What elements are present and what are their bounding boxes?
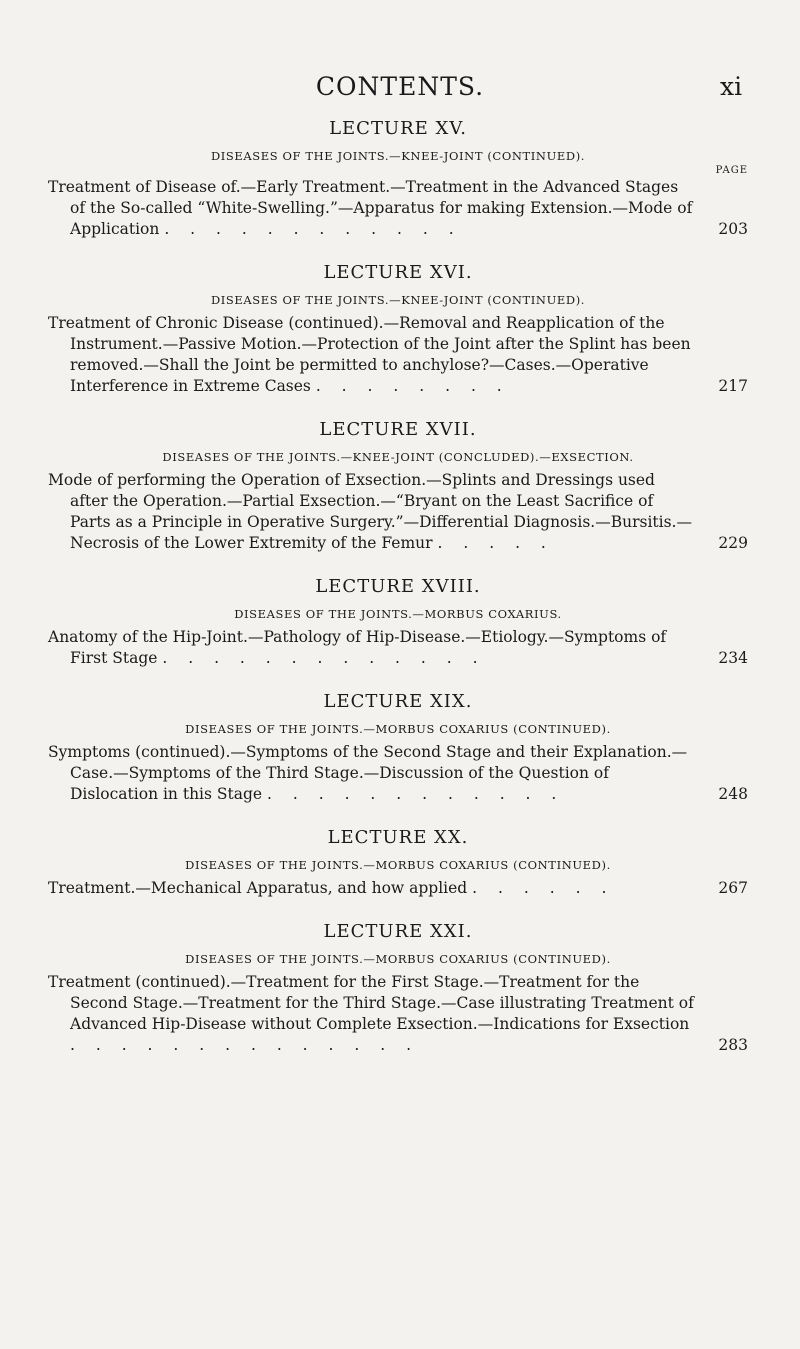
lecture-section <box>48 118 748 240</box>
lecture-subheading: DISEASES OF THE JOINTS.—MORBUS COXARIUS (CONTINUED). <box>185 952 611 966</box>
lecture-entry <box>48 177 748 240</box>
dot-leader: . . . . . . . . . . . . <box>164 220 462 238</box>
entry-page-number: 283 <box>718 1036 748 1054</box>
lecture-subheading: DISEASES OF THE JOINTS.—KNEE-JOINT (CONCLUDED).—EXSECTION. <box>162 450 634 464</box>
lecture-title: LECTURE XV. <box>329 118 467 139</box>
lecture-entry <box>48 627 748 669</box>
page-column-label: PAGE <box>715 165 748 176</box>
entry-text: Anatomy of the Hip-Joint.—Pathology of Hip-Disease.—Etiology.—Symptoms of First Stage <box>48 628 667 667</box>
lecture-subheading: DISEASES OF THE JOINTS.—MORBUS COXARIUS (CONTINUED). <box>185 722 611 736</box>
dot-leader: . . . . . . . . . . . . <box>267 785 565 803</box>
lecture-entry <box>48 878 748 899</box>
lecture-subheading: DISEASES OF THE JOINTS.—KNEE-JOINT (CONTINUED). <box>210 149 586 163</box>
entry-text: Treatment (continued).—Treatment for the First Stage.—Treatment for the Second Stage.—Treatment for the Third Stage.—Case illustrating Treatment of Advanced Hip-Disease without Complete Exsection.—Indications for Exsection <box>48 973 694 1033</box>
lecture-section <box>48 921 748 1056</box>
dot-leader: . . . . . . . . . . . . . . <box>70 1036 420 1054</box>
lecture-entry <box>48 313 748 397</box>
page-number: xi <box>720 72 743 101</box>
entry-text: Treatment.—Mechanical Apparatus, and how applied <box>48 879 468 897</box>
lecture-section <box>48 576 748 669</box>
dot-leader: . . . . . . . . <box>315 377 510 395</box>
lecture-subheading: DISEASES OF THE JOINTS.—KNEE-JOINT (CONTINUED). <box>210 293 586 307</box>
entry-page-number: 248 <box>718 785 748 803</box>
lecture-entry <box>48 742 748 805</box>
lecture-subheading: DISEASES OF THE JOINTS.—MORBUS COXARIUS (CONTINUED). <box>185 858 611 872</box>
contents-list <box>48 118 748 1078</box>
lecture-title: LECTURE XVII. <box>319 419 477 440</box>
lecture-title: LECTURE XVIII. <box>315 576 481 597</box>
entry-text: Mode of performing the Operation of Exsection.—Splints and Dressings used after the Operation.—Partial Exsection.—“Bryant on the Least Sacrifice of Parts as a Principle in Operative Surgery.”—Differential Diagnosis.—Bursitis.—Necrosis of the Lower Extremity of the Femur <box>48 471 692 552</box>
entry-page-number: 229 <box>718 534 748 552</box>
page-title: CONTENTS. <box>315 72 485 101</box>
lecture-entry <box>48 972 748 1056</box>
entry-text: Symptoms (continued).—Symptoms of the Second Stage and their Explanation.—Case.—Symptoms of the Third Stage.—Discussion of the Question of Dislocation in this Stage <box>48 743 688 803</box>
lecture-subheading: DISEASES OF THE JOINTS.—MORBUS COXARIUS. <box>234 607 562 621</box>
entry-text: Treatment of Chronic Disease (continued).—Removal and Reapplication of the Instrument.—Passive Motion.—Protection of the Joint after the Splint has been removed.—Shall the Joint be permitted to anchylose?—Cases.—Operative Interference in Extreme Cases <box>48 314 691 395</box>
lecture-section <box>48 827 748 899</box>
dot-leader: . . . . . <box>437 534 554 552</box>
entry-text: Treatment of Disease of.—Early Treatment.—Treatment in the Advanced Stages of the So-called “White-Swelling.”—Apparatus for making Extension.—Mode of Application <box>48 178 693 238</box>
lecture-title: LECTURE XXI. <box>323 921 473 942</box>
entry-page-number: 217 <box>718 377 748 395</box>
lecture-title: LECTURE XIX. <box>323 691 473 712</box>
lecture-section <box>48 691 748 805</box>
dot-leader: . . . . . . . . . . . . . <box>162 649 486 667</box>
lecture-entry <box>48 470 748 554</box>
entry-page-number: 203 <box>718 220 748 238</box>
entry-page-number: 267 <box>718 879 748 897</box>
lecture-title: LECTURE XX. <box>327 827 469 848</box>
lecture-title: LECTURE XVI. <box>323 262 473 283</box>
lecture-section <box>48 262 748 397</box>
lecture-section <box>48 419 748 554</box>
dot-leader: . . . . . . <box>472 879 615 897</box>
entry-page-number: 234 <box>718 649 748 667</box>
